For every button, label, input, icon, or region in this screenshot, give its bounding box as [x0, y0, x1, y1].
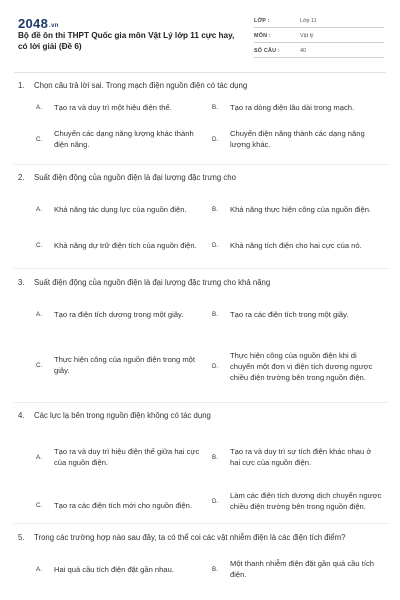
site-logo[interactable] — [18, 16, 59, 31]
option-text: Tạo ra và duy trì sự tích điện khác nhau ở hai cực của nguồn điện. — [230, 447, 372, 467]
option-text: Chuyển các dạng năng lượng khác thành điện năng. — [54, 129, 194, 149]
meta-label: LỚP : — [254, 18, 270, 24]
question-number: 5. — [18, 533, 25, 542]
question-stem — [18, 410, 384, 421]
question-text: Trong các trường hợp nào sau đây, ta có thể coi các vật nhiễm điện là các điện tích điểm? — [34, 533, 346, 542]
option-letter: A. — [36, 453, 42, 461]
question-number: 3. — [18, 278, 25, 287]
question-5 — [18, 532, 384, 583]
question-number: 1. — [18, 81, 25, 90]
question-separator — [14, 268, 388, 269]
option-a[interactable] — [36, 197, 206, 221]
option-letter: B. — [212, 310, 218, 318]
option-letter: D. — [212, 362, 219, 370]
meta-info-box — [254, 14, 384, 58]
logo-suffix-text: .vn — [49, 23, 59, 29]
option-a[interactable] — [36, 101, 206, 113]
option-b[interactable] — [212, 445, 382, 469]
option-text: Tạo ra các điện tích mới cho nguồn điện. — [54, 500, 192, 510]
option-d[interactable] — [212, 127, 382, 151]
option-letter: C. — [36, 501, 43, 509]
option-d[interactable] — [212, 233, 382, 257]
option-text: Khả năng tích điện cho hai cực của nó. — [230, 240, 362, 250]
option-text: Khả năng dự trữ điện tích của nguồn điện. — [54, 240, 197, 250]
question-text: Suất điện động của nguồn điện là đại lượng đặc trưng cho — [34, 173, 236, 182]
option-letter: D. — [212, 497, 219, 505]
option-text: Một thanh nhiễm điện đặt gần quả cầu tích điện. — [230, 559, 374, 579]
option-b[interactable] — [212, 557, 382, 581]
option-letter: B. — [212, 103, 218, 111]
option-b[interactable] — [212, 101, 382, 113]
option-text: Tạo ra điện tích dương trong một giây. — [54, 309, 184, 319]
meta-row-class — [254, 14, 384, 28]
options-grid — [18, 101, 384, 163]
document-header — [18, 14, 384, 66]
option-c[interactable] — [36, 233, 206, 257]
option-text: Khả năng thực hiện công của nguồn điện. — [230, 204, 372, 214]
option-text: Thực hiện công của nguồn điện khi di chuyển một đơn vị điện tích dương ngược chiều điện trường bên trong nguồn điện. — [230, 350, 373, 382]
question-1 — [18, 80, 384, 163]
header-divider — [14, 72, 386, 73]
question-separator — [14, 164, 388, 165]
option-d[interactable] — [212, 483, 382, 519]
question-text: Suất điện động của nguồn điện là đại lượng đặc trưng cho khả năng — [34, 278, 271, 287]
option-text: Chuyển điện năng thành các dạng năng lượng khác. — [230, 129, 365, 149]
option-letter: A. — [36, 565, 42, 573]
question-text: Các lực lạ bên trong nguồn điện không có tác dụng — [34, 411, 211, 420]
option-c[interactable] — [36, 493, 206, 517]
question-separator — [14, 523, 388, 524]
question-stem — [18, 277, 384, 288]
option-text: Hai quả cầu tích điện đặt gần nhau. — [54, 564, 174, 574]
option-letter: B. — [212, 565, 218, 573]
option-text: Làm các điện tích dương dịch chuyển ngược chiều điện trường bên trong nguồn điện. — [230, 491, 382, 511]
option-a[interactable] — [36, 445, 206, 469]
option-text: Thực hiện công của nguồn điện trong một giây. — [54, 355, 196, 375]
option-text: Tạo ra và duy trì hiệu điện thế giữa hai cực của nguồn điện. — [54, 447, 200, 467]
question-4 — [18, 410, 384, 521]
option-c[interactable] — [36, 353, 206, 377]
question-stem — [18, 532, 384, 543]
question-stem — [18, 172, 384, 183]
options-grid — [18, 431, 384, 521]
question-2 — [18, 172, 384, 263]
meta-value: Vật lý — [300, 33, 314, 39]
meta-row-subject — [254, 29, 384, 43]
option-letter: D. — [212, 241, 219, 249]
meta-label: MÔN : — [254, 33, 271, 39]
question-text: Chọn câu trả lời sai. Trong mạch điện nguồn điện có tác dụng — [34, 81, 248, 90]
option-a[interactable] — [36, 557, 206, 581]
options-grid — [18, 193, 384, 263]
option-letter: B. — [212, 453, 218, 461]
option-letter: A. — [36, 103, 42, 111]
option-a[interactable] — [36, 302, 206, 326]
options-grid — [18, 298, 384, 408]
question-number: 4. — [18, 411, 25, 420]
meta-label: SỐ CÂU : — [254, 48, 280, 54]
option-d[interactable] — [212, 338, 382, 394]
logo-main-text: 2048 — [18, 16, 49, 31]
question-3 — [18, 277, 384, 408]
question-stem — [18, 80, 384, 91]
question-separator — [14, 402, 388, 403]
option-letter: C. — [36, 361, 43, 369]
meta-value: Lớp 11 — [300, 18, 317, 24]
document-title: Bộ đề ôn thi THPT Quốc gia môn Vật Lý lớp 11 cực hay, có lời giải (Đề 6) — [18, 31, 235, 51]
option-letter: C. — [36, 241, 43, 249]
option-letter: A. — [36, 205, 42, 213]
option-text: Tạo ra các điện tích trong một giây. — [230, 309, 349, 319]
option-text: Tạo ra và duy trì một hiệu điện thế. — [54, 102, 172, 112]
option-letter: C. — [36, 135, 43, 143]
option-letter: B. — [212, 205, 218, 213]
option-c[interactable] — [36, 127, 206, 151]
options-grid — [18, 553, 384, 583]
option-text: Khả năng tác dụng lực của nguồn điện. — [54, 204, 187, 214]
option-letter: A. — [36, 310, 42, 318]
option-letter: D. — [212, 135, 219, 143]
meta-value: 40 — [300, 48, 306, 54]
question-number: 2. — [18, 173, 25, 182]
option-text: Tạo ra dòng điện lâu dài trong mạch. — [230, 102, 355, 112]
meta-row-question-count — [254, 44, 384, 58]
option-b[interactable] — [212, 197, 382, 221]
option-b[interactable] — [212, 302, 382, 326]
